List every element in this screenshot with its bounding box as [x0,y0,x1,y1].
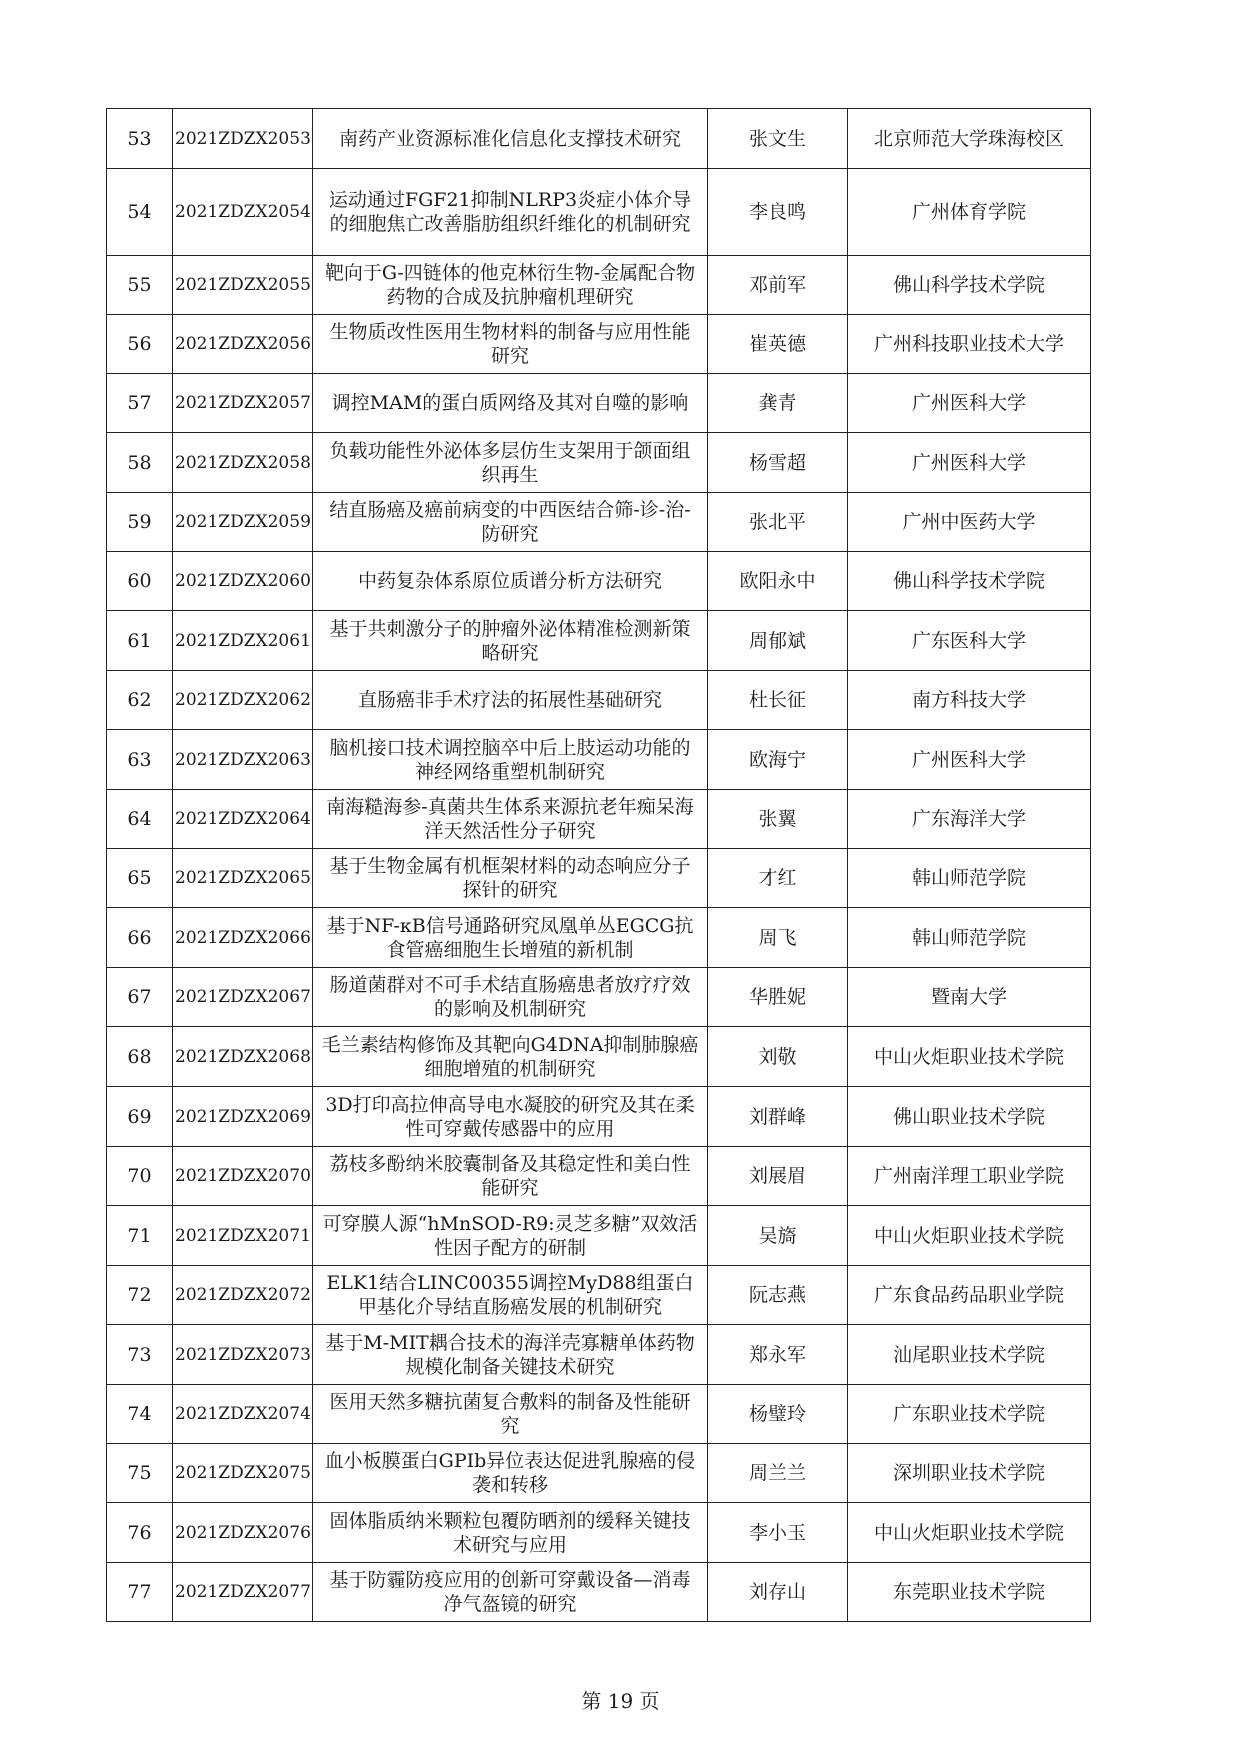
table-row [107,1444,1091,1503]
row-number: 55 [107,256,173,315]
project-unit: 广东医科大学 [848,611,1091,671]
project-title: 中药复杂体系原位质谱分析方法研究 [313,552,708,611]
project-unit: 广州中医药大学 [848,493,1091,552]
project-title: 毛兰素结构修饰及其靶向G4DNA抑制肺腺癌细胞增殖的机制研究 [313,1027,708,1087]
project-title: 基于共刺激分子的肿瘤外泌体精准检测新策略研究 [313,611,708,671]
project-title: 基于生物金属有机框架材料的动态响应分子探针的研究 [313,849,708,908]
row-number: 76 [107,1503,173,1563]
row-number: 73 [107,1325,173,1385]
table-row [107,493,1091,552]
project-code: 2021ZDZX2063 [173,730,313,790]
project-unit: 广州体育学院 [848,169,1091,256]
project-leader: 欧海宁 [708,730,848,790]
project-unit: 中山火炬职业技术学院 [848,1027,1091,1087]
project-leader: 张北平 [708,493,848,552]
table-row [107,671,1091,730]
row-number: 62 [107,671,173,730]
project-code: 2021ZDZX2059 [173,493,313,552]
table-row [107,1325,1091,1385]
project-unit: 汕尾职业技术学院 [848,1325,1091,1385]
project-title: 负载功能性外泌体多层仿生支架用于颌面组织再生 [313,433,708,493]
project-leader: 欧阳永中 [708,552,848,611]
table-row [107,1563,1091,1622]
project-unit: 广东职业技术学院 [848,1385,1091,1444]
project-title: 南药产业资源标准化信息化支撑技术研究 [313,109,708,169]
row-number: 66 [107,908,173,968]
project-title: 靶向于G-四链体的他克林衍生物-金属配合物药物的合成及抗肿瘤机理研究 [313,256,708,315]
project-unit: 北京师范大学珠海校区 [848,109,1091,169]
project-unit: 广东食品药品职业学院 [848,1266,1091,1325]
project-code: 2021ZDZX2054 [173,169,313,256]
project-unit: 佛山科学技术学院 [848,552,1091,611]
project-title: 固体脂质纳米颗粒包覆防晒剂的缓释关键技术研究与应用 [313,1503,708,1563]
project-code: 2021ZDZX2073 [173,1325,313,1385]
table-row [107,169,1091,256]
project-unit: 中山火炬职业技术学院 [848,1206,1091,1266]
table-row [107,968,1091,1027]
project-leader: 李良鸣 [708,169,848,256]
project-title: 荔枝多酚纳米胶囊制备及其稳定性和美白性能研究 [313,1147,708,1206]
project-unit: 东莞职业技术学院 [848,1563,1091,1622]
row-number: 70 [107,1147,173,1206]
project-unit: 暨南大学 [848,968,1091,1027]
project-unit: 中山火炬职业技术学院 [848,1503,1091,1563]
project-unit: 广东海洋大学 [848,790,1091,849]
project-code: 2021ZDZX2061 [173,611,313,671]
project-leader: 杜长征 [708,671,848,730]
table-row [107,611,1091,671]
project-code: 2021ZDZX2064 [173,790,313,849]
project-unit: 广州科技职业技术大学 [848,315,1091,374]
project-leader: 周郁斌 [708,611,848,671]
row-number: 69 [107,1087,173,1147]
project-title: 血小板膜蛋白GPIb异位表达促进乳腺癌的侵袭和转移 [313,1444,708,1503]
project-title: 运动通过FGF21抑制NLRP3炎症小体介导的细胞焦亡改善脂肪组织纤维化的机制研究 [313,169,708,256]
row-number: 64 [107,790,173,849]
project-code: 2021ZDZX2056 [173,315,313,374]
project-leader: 刘敬 [708,1027,848,1087]
row-number: 67 [107,968,173,1027]
project-code: 2021ZDZX2070 [173,1147,313,1206]
project-unit: 广州医科大学 [848,374,1091,433]
row-number: 61 [107,611,173,671]
project-leader: 张文生 [708,109,848,169]
project-leader: 邓前军 [708,256,848,315]
project-code: 2021ZDZX2065 [173,849,313,908]
project-unit: 韩山师范学院 [848,908,1091,968]
project-title: 3D打印高拉伸高导电水凝胶的研究及其在柔性可穿戴传感器中的应用 [313,1087,708,1147]
row-number: 63 [107,730,173,790]
project-code: 2021ZDZX2066 [173,908,313,968]
table-row [107,908,1091,968]
project-leader: 才红 [708,849,848,908]
table-row [107,256,1091,315]
table-row [107,109,1091,169]
row-number: 58 [107,433,173,493]
project-title: 结直肠癌及癌前病变的中西医结合筛-诊-治-防研究 [313,493,708,552]
project-leader: 李小玉 [708,1503,848,1563]
project-leader: 龚青 [708,374,848,433]
project-leader: 周飞 [708,908,848,968]
project-leader: 阮志燕 [708,1266,848,1325]
project-unit: 佛山职业技术学院 [848,1087,1091,1147]
table-row [107,552,1091,611]
row-number: 56 [107,315,173,374]
project-code: 2021ZDZX2075 [173,1444,313,1503]
project-leader: 杨雪超 [708,433,848,493]
row-number: 60 [107,552,173,611]
project-code: 2021ZDZX2055 [173,256,313,315]
page-number: 第 19 页 [581,1689,660,1713]
project-code: 2021ZDZX2062 [173,671,313,730]
project-leader: 吴旖 [708,1206,848,1266]
table-row [107,433,1091,493]
project-code: 2021ZDZX2053 [173,109,313,169]
project-unit: 南方科技大学 [848,671,1091,730]
row-number: 65 [107,849,173,908]
project-leader: 张翼 [708,790,848,849]
project-unit: 广州医科大学 [848,730,1091,790]
project-leader: 杨璧玲 [708,1385,848,1444]
project-leader: 刘存山 [708,1563,848,1622]
project-title: 南海糙海参-真菌共生体系来源抗老年痴呆海洋天然活性分子研究 [313,790,708,849]
row-number: 72 [107,1266,173,1325]
project-title: 肠道菌群对不可手术结直肠癌患者放疗疗效的影响及机制研究 [313,968,708,1027]
project-unit: 韩山师范学院 [848,849,1091,908]
row-number: 77 [107,1563,173,1622]
project-title: 调控MAM的蛋白质网络及其对自噬的影响 [313,374,708,433]
table-row [107,1385,1091,1444]
project-code: 2021ZDZX2074 [173,1385,313,1444]
project-leader: 郑永军 [708,1325,848,1385]
row-number: 68 [107,1027,173,1087]
project-unit: 广州南洋理工职业学院 [848,1147,1091,1206]
project-code: 2021ZDZX2058 [173,433,313,493]
table-row [107,790,1091,849]
project-code: 2021ZDZX2077 [173,1563,313,1622]
table-row [107,1503,1091,1563]
project-code: 2021ZDZX2057 [173,374,313,433]
project-title: 直肠癌非手术疗法的拓展性基础研究 [313,671,708,730]
table-body [107,109,1091,1622]
row-number: 57 [107,374,173,433]
project-code: 2021ZDZX2069 [173,1087,313,1147]
project-unit: 佛山科学技术学院 [848,256,1091,315]
row-number: 53 [107,109,173,169]
table-row [107,1087,1091,1147]
project-title: ELK1结合LINC00355调控MyD88组蛋白甲基化介导结直肠癌发展的机制研究 [313,1266,708,1325]
project-code: 2021ZDZX2067 [173,968,313,1027]
project-title: 生物质改性医用生物材料的制备与应用性能研究 [313,315,708,374]
project-title: 医用天然多糖抗菌复合敷料的制备及性能研究 [313,1385,708,1444]
project-code: 2021ZDZX2076 [173,1503,313,1563]
row-number: 59 [107,493,173,552]
project-title: 基于防霾防疫应用的创新可穿戴设备—消毒净气盔镜的研究 [313,1563,708,1622]
project-title: 脑机接口技术调控脑卒中后上肢运动功能的神经网络重塑机制研究 [313,730,708,790]
project-title: 可穿膜人源“hMnSOD-R9:灵芝多糖”双效活性因子配方的研制 [313,1206,708,1266]
project-unit: 广州医科大学 [848,433,1091,493]
project-title: 基于NF-κB信号通路研究凤凰单丛EGCG抗食管癌细胞生长增殖的新机制 [313,908,708,968]
project-code: 2021ZDZX2060 [173,552,313,611]
row-number: 54 [107,169,173,256]
project-title: 基于M-MIT耦合技术的海洋壳寡糖单体药物规模化制备关键技术研究 [313,1325,708,1385]
project-leader: 崔英德 [708,315,848,374]
project-table [106,108,1091,1622]
project-code: 2021ZDZX2072 [173,1266,313,1325]
project-leader: 周兰兰 [708,1444,848,1503]
table-row [107,1206,1091,1266]
row-number: 74 [107,1385,173,1444]
table-row [107,374,1091,433]
project-code: 2021ZDZX2068 [173,1027,313,1087]
project-unit: 深圳职业技术学院 [848,1444,1091,1503]
table-row [107,315,1091,374]
project-leader: 刘群峰 [708,1087,848,1147]
table-row [107,1147,1091,1206]
table-row [107,730,1091,790]
table-row [107,849,1091,908]
project-code: 2021ZDZX2071 [173,1206,313,1266]
project-leader: 刘展眉 [708,1147,848,1206]
row-number: 71 [107,1206,173,1266]
row-number: 75 [107,1444,173,1503]
project-leader: 华胜妮 [708,968,848,1027]
table-row [107,1266,1091,1325]
table-row [107,1027,1091,1087]
